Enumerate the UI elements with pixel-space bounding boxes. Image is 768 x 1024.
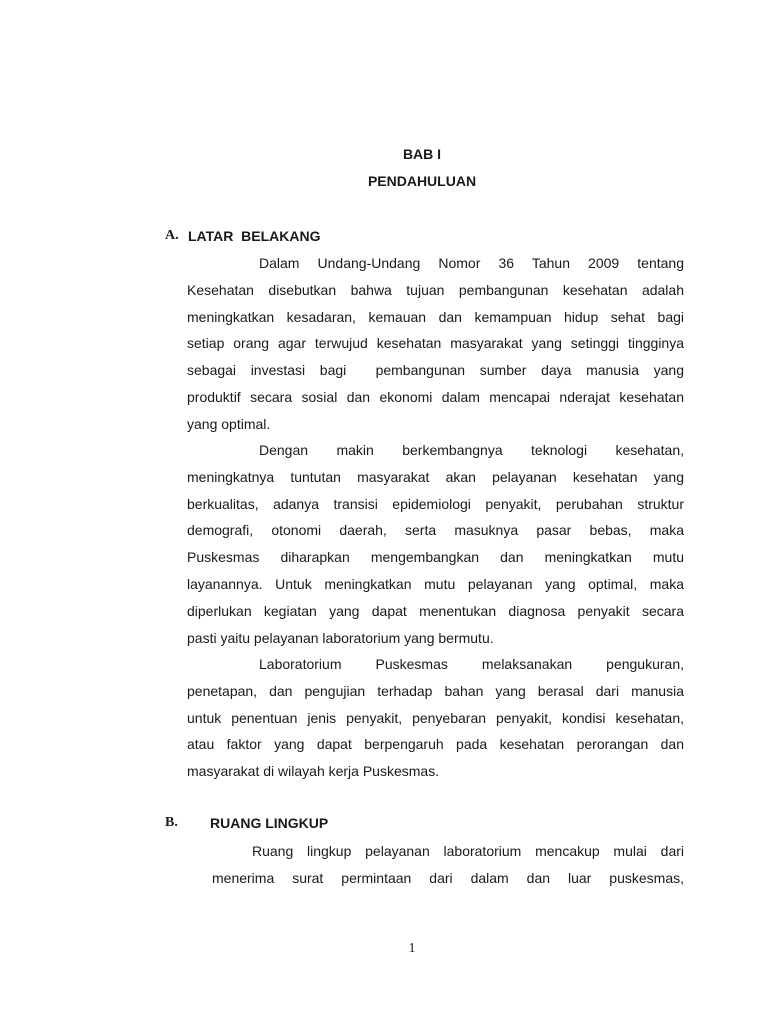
section-a-paragraph-1 [187,250,684,438]
chapter-label: BAB I [402,146,442,162]
paragraph-line: atau faktor yang dapat berpengaruh pada kesehatan perorangan dan [187,736,684,753]
paragraph-line: meningkatnya tuntutan masyarakat akan pelayanan kesehatan yang [187,468,684,485]
paragraph-line: Laboratorium Puskesmas melaksanakan pengukuran, [259,656,684,672]
paragraph-line: diperlukan kegiatan yang dapat menentukan diagnosa penyakit secara [187,602,684,619]
section-a-heading: LATAR BELAKANG [188,228,321,244]
paragraph-line: Kesehatan disebutkan bahwa tujuan pembangunan kesehatan adalah [187,281,684,298]
paragraph-line: yang optimal. [187,415,271,432]
paragraph-line: sebagai investasi bagi pembangunan sumber daya manusia yang [187,362,684,379]
paragraph-line: masyarakat di wilayah kerja Puskesmas. [187,763,440,780]
paragraph-line: produktif secara sosial dan ekonomi dalam mencapai nderajat kesehatan [187,388,684,405]
paragraph-line: setiap orang agar terwujud kesehatan masyarakat yang setinggi tingginya [187,335,684,352]
section-b-paragraph-1 [212,838,684,892]
paragraph-line: Dengan makin berkembangnya teknologi kesehatan, [259,442,684,458]
paragraph-line: Puskesmas diharapkan mengembangkan dan meningkatkan mutu [187,549,684,566]
section-a-paragraph-2 [187,437,684,651]
paragraph-line: meningkatkan kesadaran, kemauan dan kemampuan hidup sehat bagi [187,308,684,325]
paragraph-line: menerima surat permintaan dari dalam dan luar puskesmas, [212,869,684,886]
paragraph-line: Ruang lingkup pelayanan laboratorium mencakup mulai dari [252,843,684,859]
paragraph-line: penetapan, dan pengujian terhadap bahan yang berasal dari manusia [187,682,684,699]
section-b-heading: RUANG LINGKUP [210,815,329,831]
paragraph-line: Dalam Undang-Undang Nomor 36 Tahun 2009 tentang [259,255,684,271]
section-a-marker: A. [165,228,179,243]
section-b-marker: B. [165,815,178,830]
paragraph-line: untuk penentuan jenis penyakit, penyebaran penyakit, kondisi kesehatan, [187,709,684,726]
page-number: 1 [408,941,416,956]
chapter-title: PENDAHULUAN [367,173,477,189]
paragraph-line: layanannya. Untuk meningkatkan mutu pelayanan yang optimal, maka [187,575,684,592]
paragraph-line: berkualitas, adanya transisi epidemiologi penyakit, perubahan struktur [187,495,684,512]
section-a-paragraph-3 [187,651,684,785]
paragraph-line: pasti yaitu pelayanan laboratorium yang bermutu. [187,629,494,646]
paragraph-line: demografi, otonomi daerah, serta masuknya pasar bebas, maka [187,522,684,539]
